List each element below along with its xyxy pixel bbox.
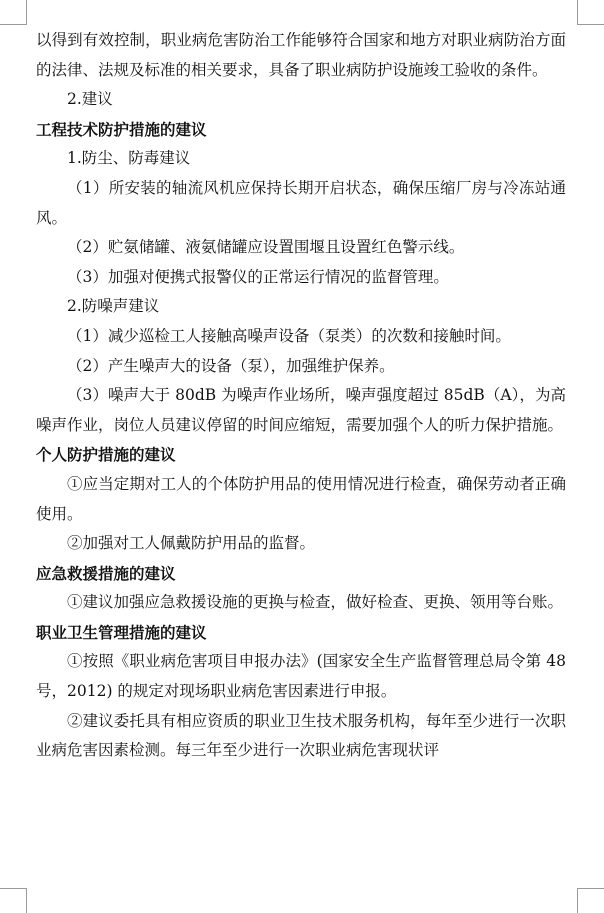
subheading-dust-poison: 1.防尘、防毒建议 xyxy=(67,149,191,168)
paragraph-conclusion-tail: 以得到有效控制，职业病危害防治工作能够符合国家和地方对职业病防治方面的法律、法规及标准的相关要求，具备了职业病防护设施竣工验收的条件。 xyxy=(36,31,566,79)
page-corner-mark-bottom-left xyxy=(0,888,27,913)
page-corner-mark-top-right xyxy=(577,0,604,25)
list-item: （2）产生噪声大的设备（泵），加强维护保养。 xyxy=(67,356,395,375)
list-item: ②建议委托具有相应资质的职业卫生技术服务机构，每年至少进行一次职业病危害因素检测。每三年至少进行一次职业病危害现状评 xyxy=(36,711,566,760)
list-item: （3）加强对便携式报警仪的正常运行情况的监督管理。 xyxy=(67,267,449,286)
subheading-noise: 2.防噪声建议 xyxy=(67,297,160,316)
heading-engineering-measures: 工程技术防护措施的建议 xyxy=(36,119,207,139)
list-item: ①建议加强应急救援设施的更换与检查，做好检查、更换、领用等台账。 xyxy=(67,593,564,612)
list-item: ①按照《职业病危害项目申报办法》(国家安全生产监督管理总局令第 48 号，2012) 的规定对现场职业病危害因素进行申报。 xyxy=(36,652,566,701)
heading-personal-protection: 个人防护措施的建议 xyxy=(36,445,176,465)
list-item: ①应当定期对工人的个体防护用品的使用情况进行检查，确保劳动者正确使用。 xyxy=(36,474,566,523)
list-item: ②加强对工人佩戴防护用品的监督。 xyxy=(67,534,316,553)
list-item: （1）减少巡检工人接触高噪声设备（泵类）的次数和接触时间。 xyxy=(67,326,511,345)
page-corner-mark-bottom-right xyxy=(577,888,604,913)
section-suggestions: 2.建议 xyxy=(67,90,113,109)
document-body xyxy=(36,26,566,766)
list-item: （1）所安装的轴流风机应保持长期开启状态，确保压缩厂房与冷冻站通风。 xyxy=(36,178,566,227)
list-item: （2）贮氨储罐、液氨储罐应设置围堰且设置红色警示线。 xyxy=(67,238,465,257)
list-item: （3）噪声大于 80dB 为噪声作业场所，噪声强度超过 85dB（A），为高噪声作业，岗位人员建议停留的时间应缩短，需要加强个人的听力保护措施。 xyxy=(36,386,566,434)
heading-health-management: 职业卫生管理措施的建议 xyxy=(36,622,207,642)
page-corner-mark-top-left xyxy=(0,0,27,25)
heading-emergency-rescue: 应急救援措施的建议 xyxy=(36,563,176,583)
